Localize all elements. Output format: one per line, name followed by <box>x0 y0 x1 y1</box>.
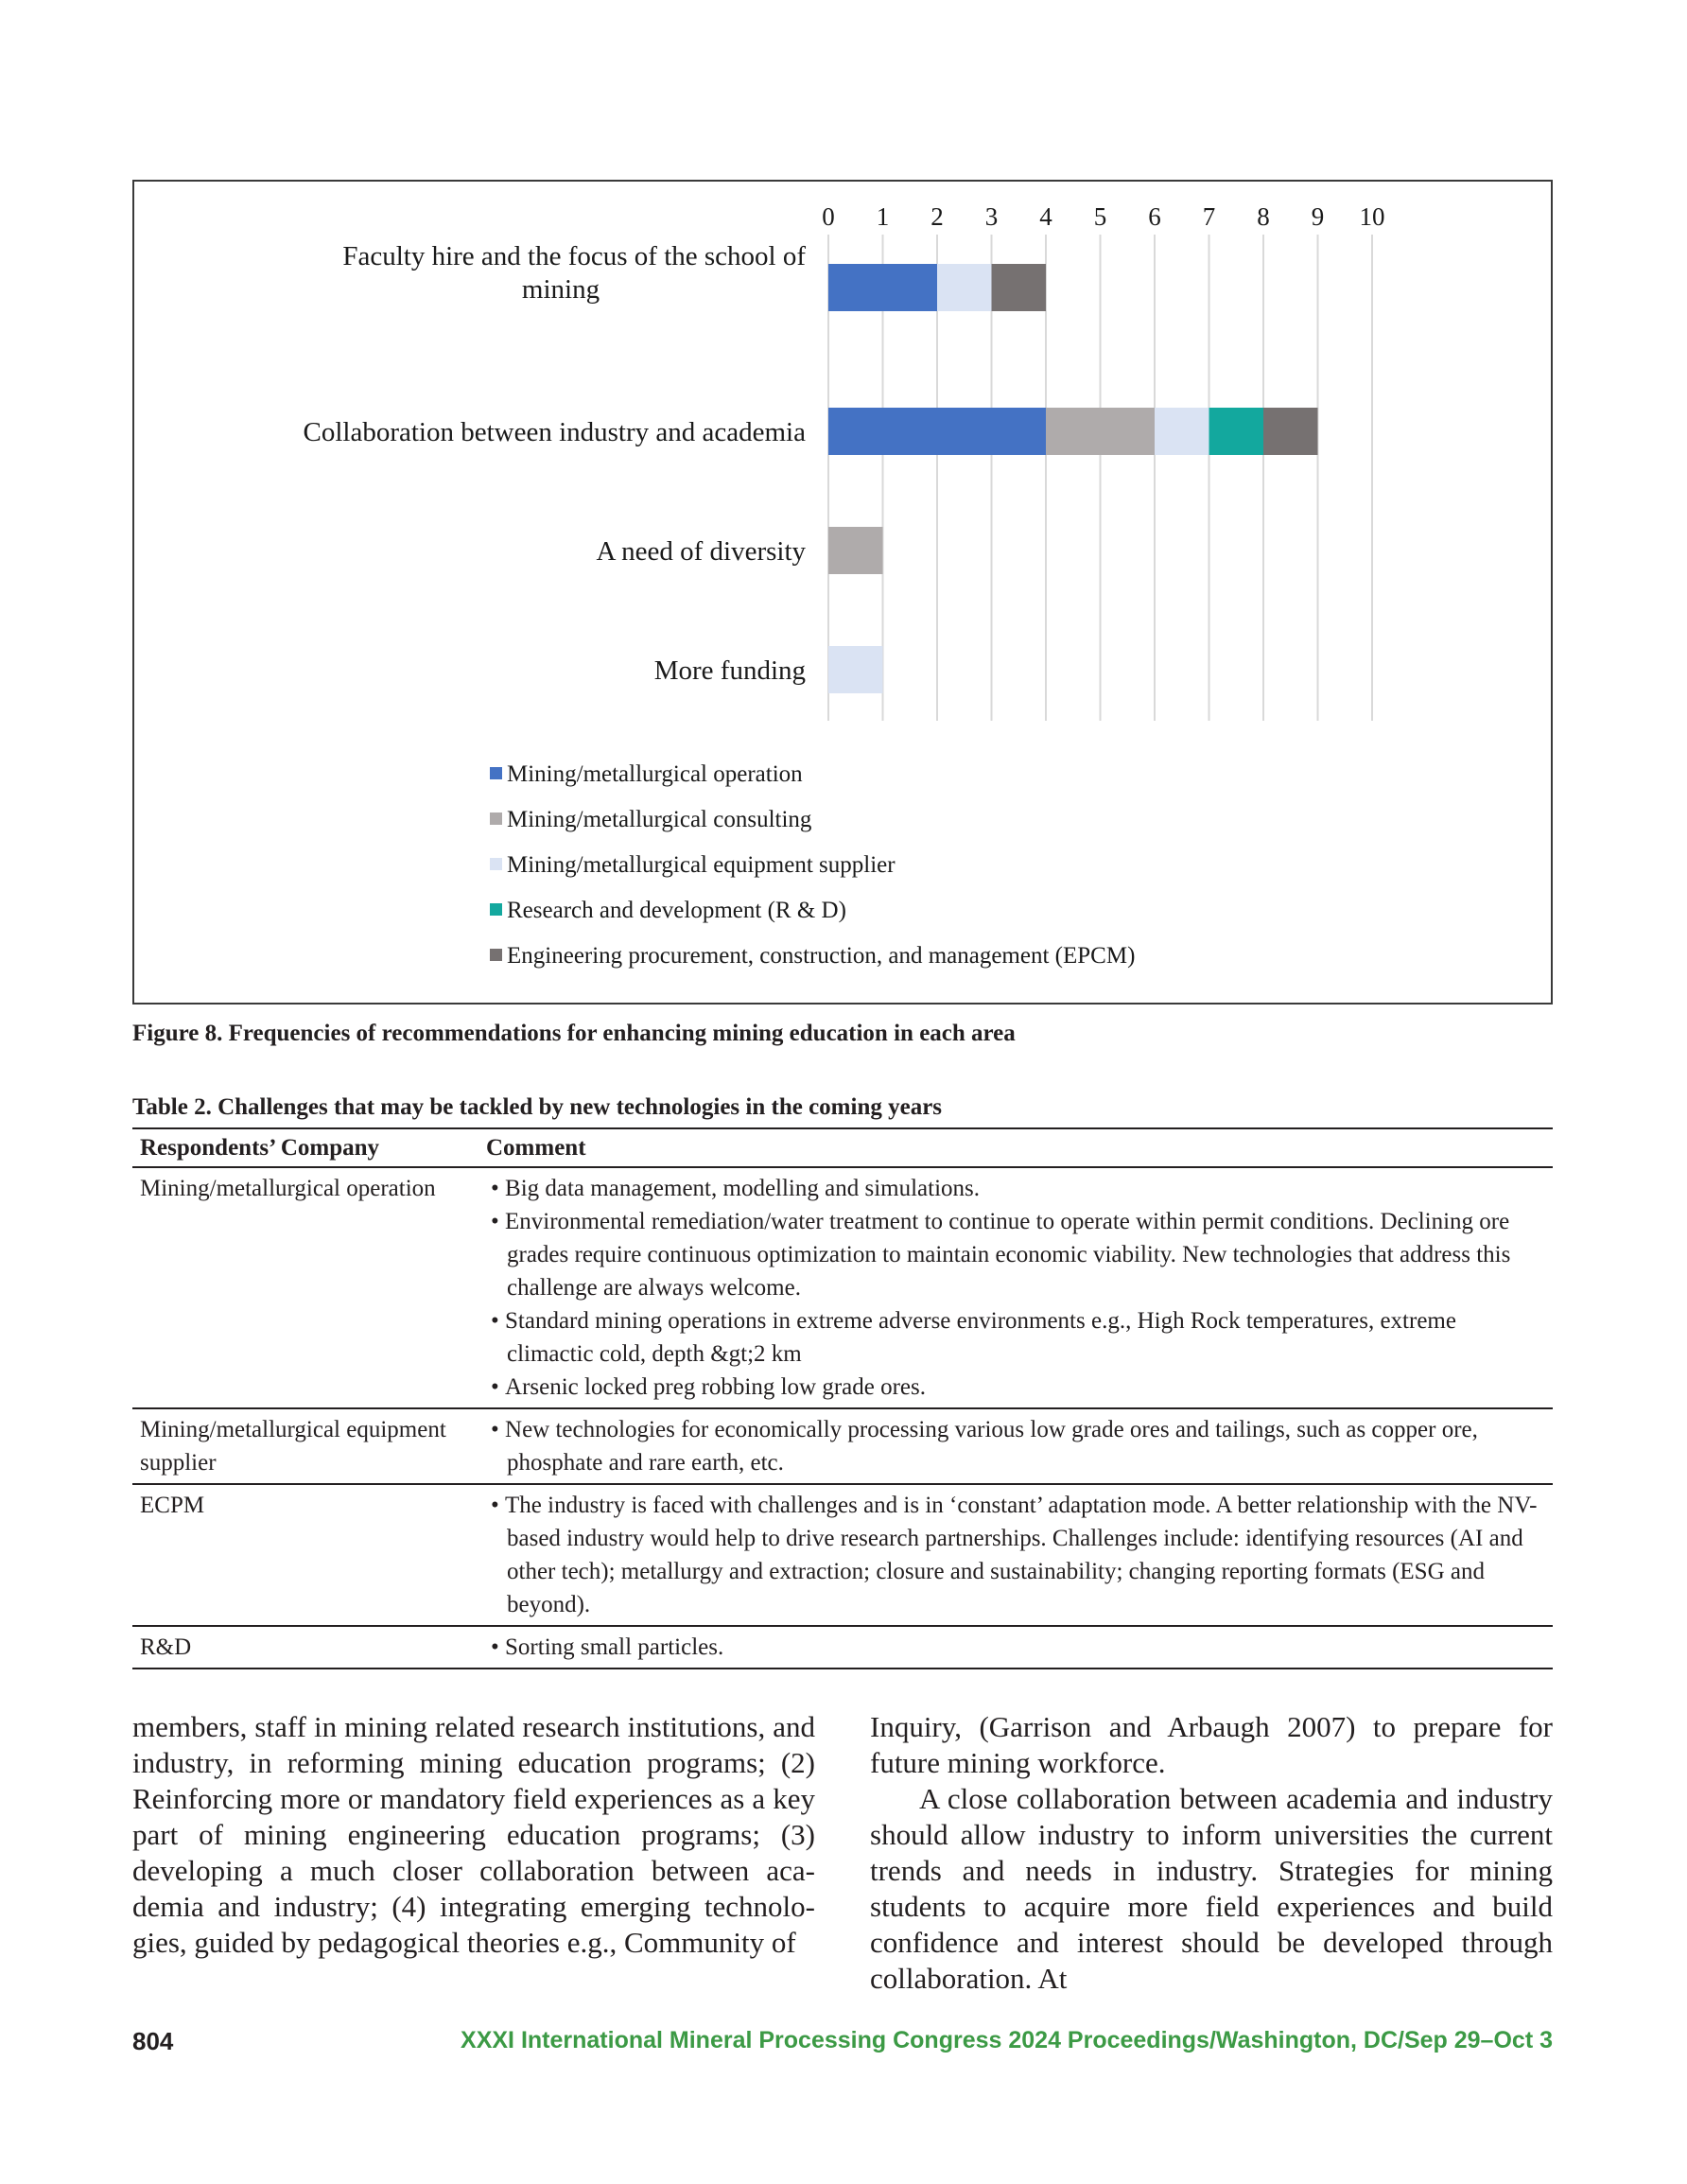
comment-list <box>486 1489 1545 1621</box>
running-footer: XXXI International Mineral Processing Congress 2024 Proceedings/Washington, DC/Sep 29–Oct 3 <box>461 2027 1553 2053</box>
company-cell: ECPM <box>132 1484 478 1626</box>
comment-cell <box>478 1167 1553 1408</box>
legend-label: Mining/metallurgical equipment supplier <box>507 852 896 878</box>
company-cell: Mining/metallurgical equipment supplier <box>132 1408 478 1484</box>
bar-segment <box>1155 408 1209 455</box>
bar-segment <box>937 264 992 311</box>
category-label: mining <box>521 274 600 305</box>
body-column-left <box>132 1709 815 1961</box>
category-label: More funding <box>653 655 806 686</box>
table-row <box>132 1408 1553 1484</box>
comment-item: • The industry is faced with challenges and is in ‘constant’ adaptation mode. A better relationship with the NV-based industry would help to drive research partnerships. Challenges include: identifying resources (AI and other tech); metallurgy and extraction; closure and sustainability; changing reporting formats (ESG and beyond). <box>486 1489 1545 1621</box>
comment-item: • Standard mining operations in extreme adverse environments e.g., High Rock temperatures, extreme climactic cold, depth &gt;2 km <box>486 1304 1545 1371</box>
bar-segment <box>992 264 1047 311</box>
x-tick-label: 8 <box>1257 202 1270 231</box>
category-label: Faculty hire and the focus of the school of <box>342 241 806 271</box>
legend-swatch <box>490 903 502 916</box>
category-label: A need of diversity <box>596 536 806 567</box>
x-tick-label: 0 <box>822 202 835 231</box>
figure-8-frame <box>132 180 1553 1005</box>
comment-item: • New technologies for economically processing various low grade ores and tailings, such as copper ore, phosphate and rare earth, etc. <box>486 1413 1545 1479</box>
x-tick-label: 4 <box>1039 202 1052 231</box>
table-row <box>132 1626 1553 1669</box>
header-comment: Comment <box>478 1128 1553 1167</box>
body-column-right <box>870 1709 1553 1997</box>
comment-item: • Environmental remediation/water treatment to continue to operate within permit conditions. Declining ore grades require continuous optimization to maintain economic viability. New technologies that address this challenge are always welcome. <box>486 1205 1545 1304</box>
figure-caption: Figure 8. Frequencies of recommendations for enhancing mining education in each area <box>132 1021 1016 1046</box>
comment-cell <box>478 1626 1553 1669</box>
page-number: 804 <box>132 2027 174 2055</box>
bar-segment <box>828 264 937 311</box>
body-paragraph: members, staff in mining related research institutions, and industry, in reforming mining education programs; (2) Reinforcing more or mandatory field experiences as a key part of mining engineering education programs; (3) developing a much closer collaboration between aca-demia and industry; (4) integrating emerging technolo-gies, guided by pedagogical theories e.g., Community of <box>132 1710 815 1959</box>
company-cell: R&D <box>140 1634 192 1660</box>
bar-segment <box>828 408 1046 455</box>
legend-label: Mining/metallurgical operation <box>507 761 803 787</box>
body-paragraph: A close collaboration between academia and industry should allow industry to inform universities the current trends and needs in industry. Strategies for mining students to acquire more field experiences and build confidence and interest should be developed through collaboration. At <box>870 1782 1553 1995</box>
comment-list <box>486 1172 1545 1404</box>
legend-swatch <box>490 858 502 870</box>
x-tick-label: 6 <box>1148 202 1161 231</box>
comment-list <box>486 1413 1545 1479</box>
comment-list <box>486 1631 1545 1664</box>
category-label: Collaboration between industry and academia <box>303 417 806 447</box>
table-row <box>132 1484 1553 1626</box>
table-caption: Table 2. Challenges that may be tackled by new technologies in the coming years <box>132 1094 943 1120</box>
legend-label: Mining/metallurgical consulting <box>507 807 812 832</box>
comment-cell <box>478 1484 1553 1626</box>
comment-item: • Big data management, modelling and simulations. <box>486 1172 1545 1205</box>
body-paragraph: Inquiry, (Garrison and Arbaugh 2007) to prepare for future mining workforce. <box>870 1710 1553 1779</box>
bar-segment <box>828 646 883 693</box>
bar-segment <box>1046 408 1155 455</box>
x-tick-label: 3 <box>984 202 999 231</box>
comment-cell <box>478 1408 1553 1484</box>
comment-item: • Arsenic locked preg robbing low grade ores. <box>486 1371 1545 1404</box>
bar-segment <box>1209 408 1264 455</box>
x-tick-label: 1 <box>876 202 890 231</box>
legend-swatch <box>490 949 502 961</box>
challenges-table <box>132 1127 1553 1669</box>
header-company: Respondents’ Company <box>132 1128 478 1167</box>
bar-segment <box>1263 408 1318 455</box>
legend-swatch <box>490 812 502 825</box>
x-tick-label: 7 <box>1202 202 1216 231</box>
legend-swatch <box>490 767 502 779</box>
stacked-bar-chart <box>134 182 1551 1003</box>
company-cell: Mining/metallurgical operation <box>132 1167 478 1408</box>
x-tick-label: 10 <box>1359 202 1385 231</box>
x-tick-label: 5 <box>1093 202 1107 231</box>
x-tick-label: 2 <box>930 202 944 231</box>
legend-label: Engineering procurement, construction, and management (EPCM) <box>507 943 1136 969</box>
comment-item: • Sorting small particles. <box>486 1631 1545 1664</box>
table-row <box>132 1167 1553 1408</box>
table-header-row <box>132 1128 1553 1167</box>
x-tick-label: 9 <box>1311 202 1325 231</box>
legend-label: Research and development (R & D) <box>507 898 846 923</box>
bar-segment <box>828 527 883 574</box>
